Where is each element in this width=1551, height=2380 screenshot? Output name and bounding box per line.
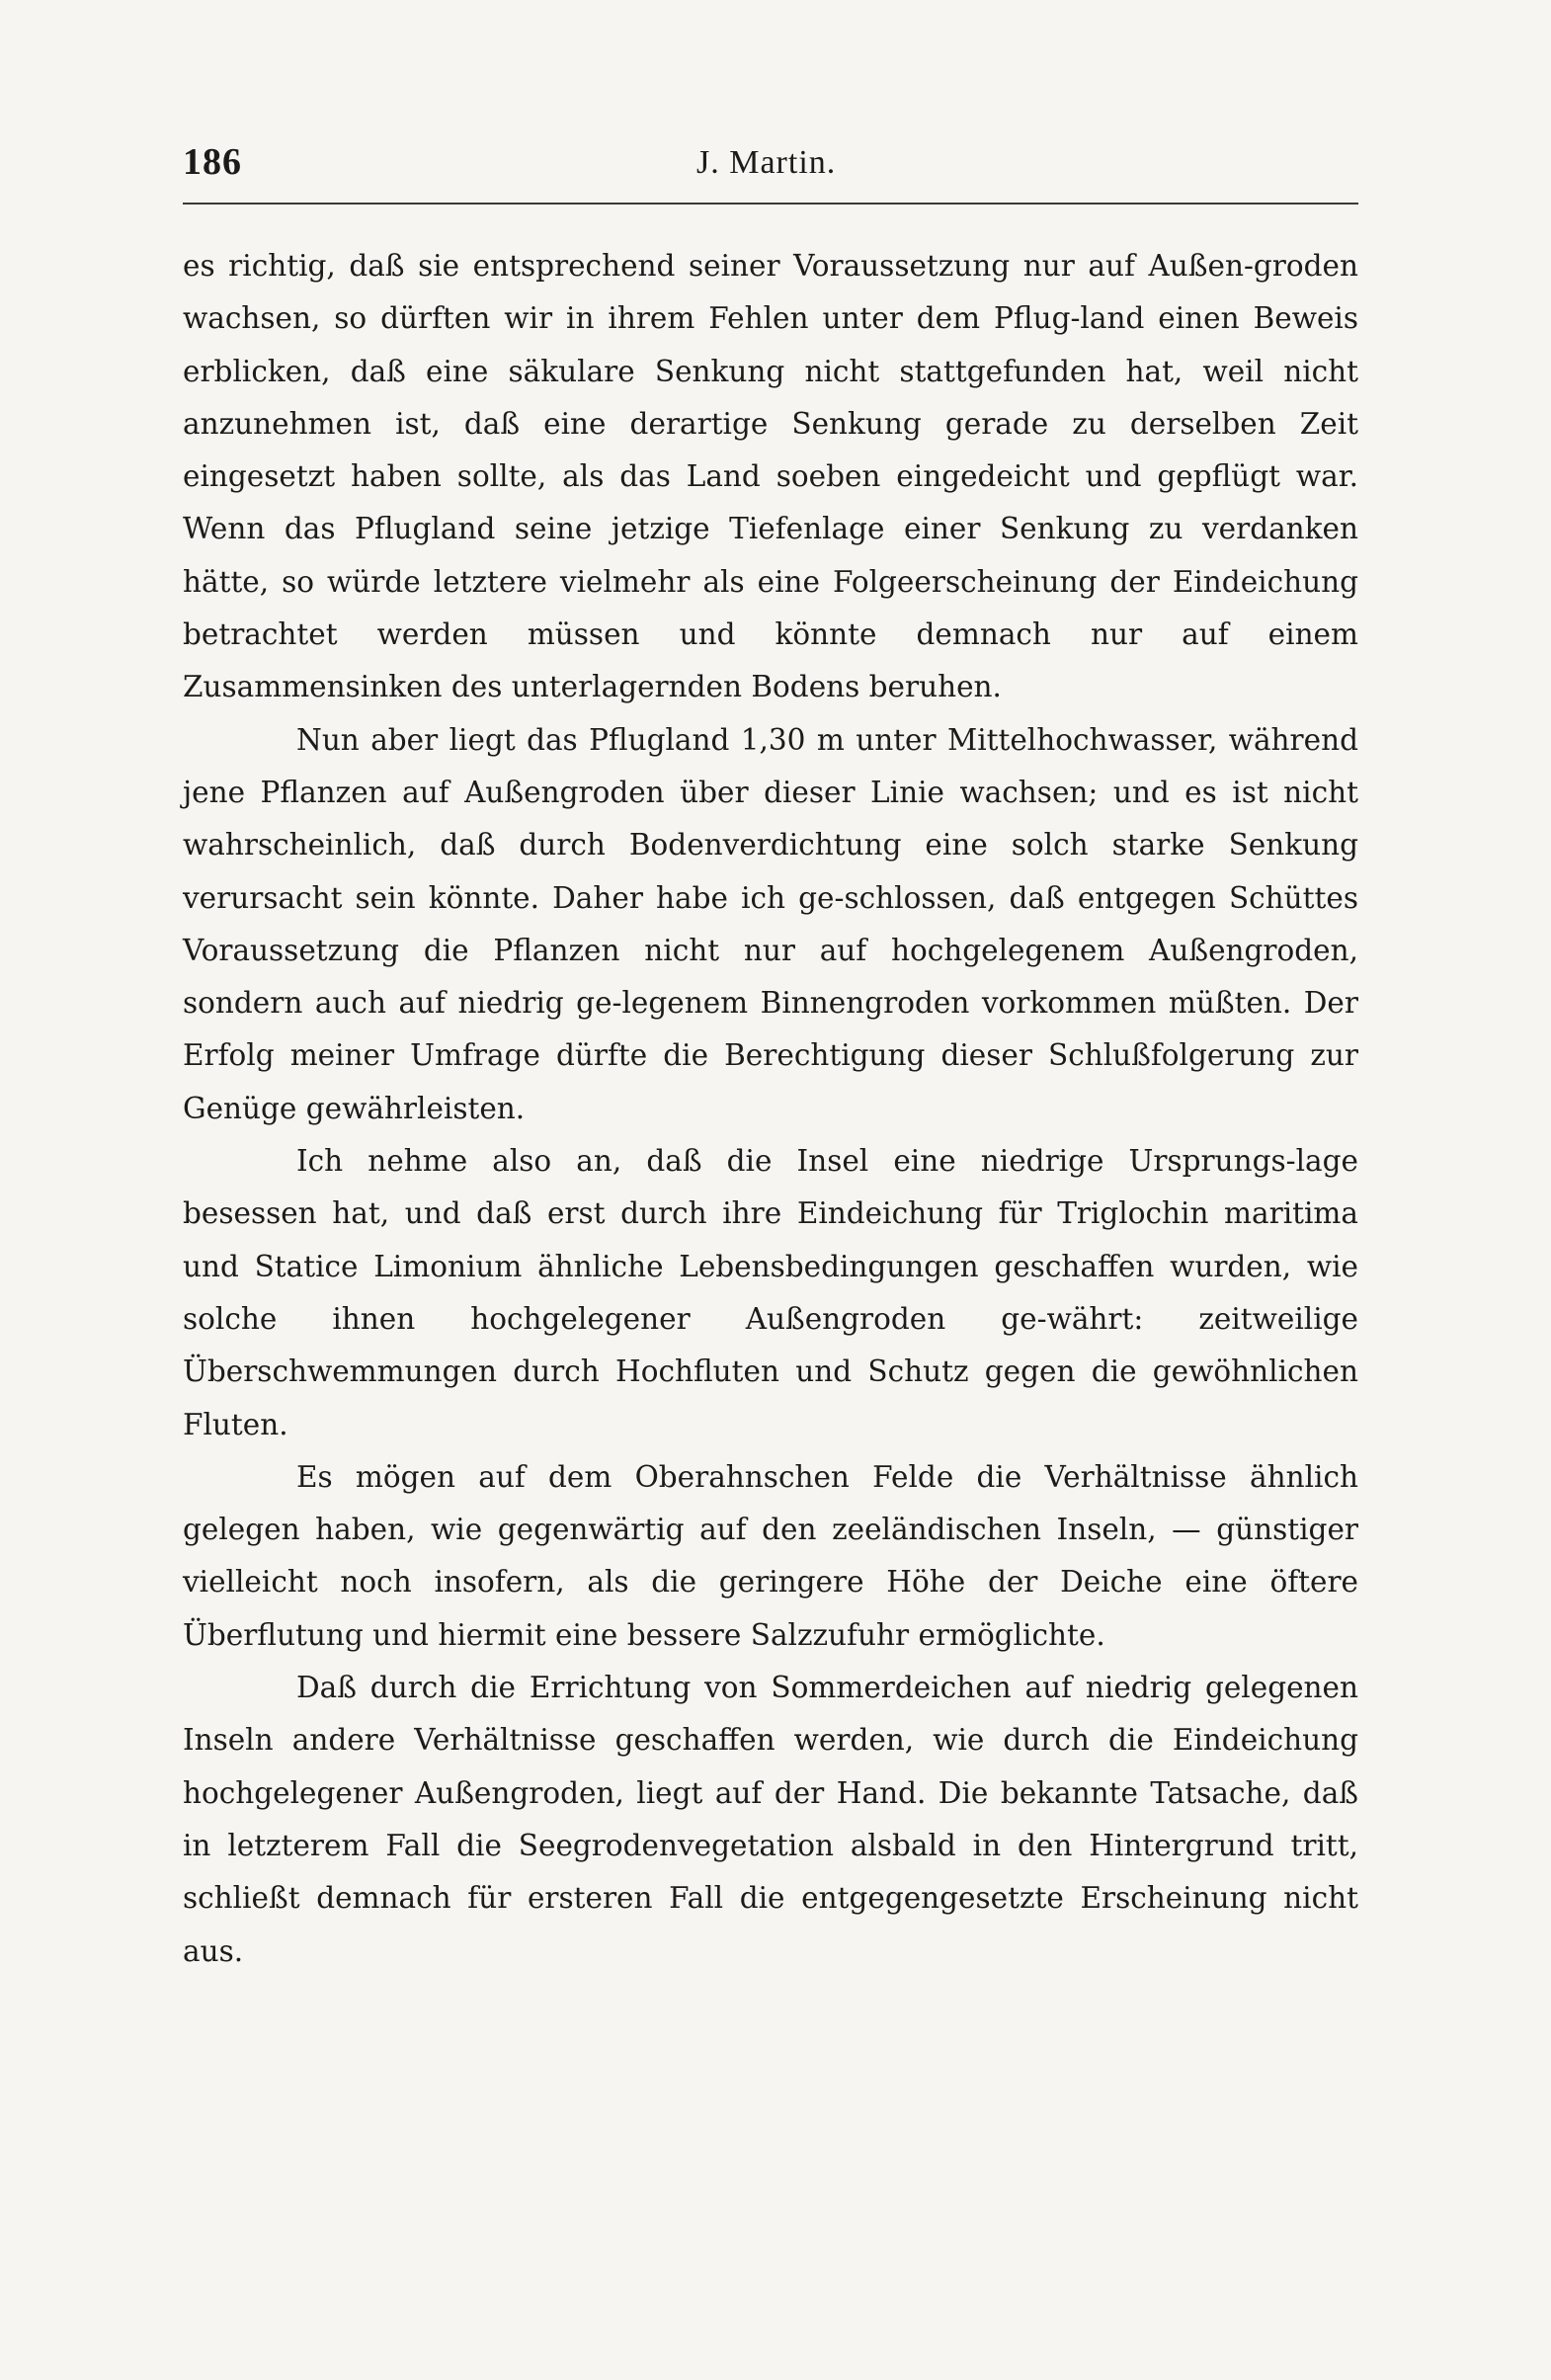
page-number: 186	[183, 141, 242, 183]
header-rule	[183, 203, 1358, 205]
paragraph-2: Nun aber liegt das Pflugland 1,30 m unter Mittelhochwasser, während jene Pflanzen auf Außengroden über dieser Linie wachsen; und es ist nicht wahrscheinlich, daß durch Bodenverdichtung eine solch starke Senkung verursacht sein könnte. Daher habe ich ge-schlossen, daß entgegen Schüttes Voraussetzung die Pflanzen nicht nur auf hochgelegenem Außengroden, sondern auch auf niedrig ge-legenem Binnengroden vorkommen müßten. Der Erfolg meiner Umfrage dürfte die Berechtigung dieser Schlußfolgerung zur Genüge gewährleisten.	[183, 722, 1358, 1125]
paragraph-5: Daß durch die Errichtung von Sommerdeichen auf niedrig gelegenen Inseln andere Verhältnisse geschaffen werden, wie durch die Eindeichung hochgelegener Außengroden, liegt auf der Hand. Die bekannte Tatsache, daß in letzterem Fall die Seegrodenvegetation alsbald in den Hintergrund tritt, schließt demnach für ersteren Fall die entgegengesetzte Erscheinung nicht aus.	[183, 1671, 1358, 1968]
paragraph-4: Es mögen auf dem Oberahnschen Felde die Verhältnisse ähnlich gelegen haben, wie gegenwärtig auf den zeeländischen Inseln, — günstiger vielleicht noch insofern, als die geringere Höhe der Deiche eine öftere Überflutung und hiermit eine bessere Salzzufuhr ermöglichte.	[183, 1459, 1358, 1652]
paragraph-1: es richtig, daß sie entsprechend seiner Voraussetzung nur auf Außen-groden wachsen, so dürften wir in ihrem Fehlen unter dem Pflug-land einen Beweis erblicken, daß eine säkulare Senkung nicht stattgefunden hat, weil nicht anzunehmen ist, daß eine derartige Senkung gerade zu derselben Zeit eingesetzt haben sollte, als das Land soeben eingedeicht und gepflügt war. Wenn das Pflugland seine jetzige Tiefenlage einer Senkung zu verdanken hätte, so würde letztere vielmehr als eine Folgeerscheinung der Eindeichung betrachtet werden müssen und könnte demnach nur auf einem Zusammensinken des unterlagernden Bodens beruhen.	[183, 249, 1358, 704]
page-header	[183, 136, 1358, 196]
running-title: J. Martin.	[696, 144, 837, 181]
paragraph-3: Ich nehme also an, daß die Insel eine niedrige Ursprungs-lage besessen hat, und daß erst durch ihre Eindeichung für Triglochin maritima und Statice Limonium ähnliche Lebensbedingungen geschaffen wurden, wie solche ihnen hochgelegener Außengroden ge-währt: zeitweilige Überschwemmungen durch Hochfluten und Schutz gegen die gewöhnlichen Fluten.	[183, 1144, 1358, 1441]
body-text	[183, 240, 1358, 1978]
